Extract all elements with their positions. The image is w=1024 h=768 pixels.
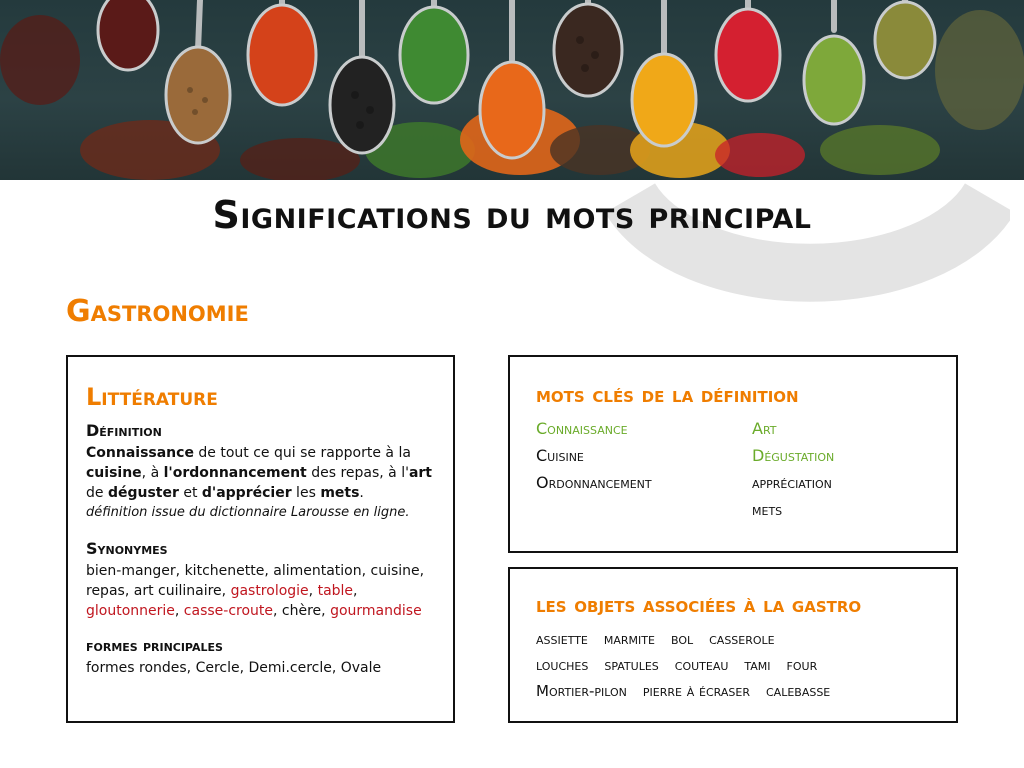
keyword-item: Ordonnancement bbox=[536, 473, 652, 492]
definition-source: définition issue du dictionnaire Larousse en ligne. bbox=[86, 505, 410, 520]
objects-title: les objets associées à la gastro bbox=[536, 593, 862, 618]
synonym-item: chère bbox=[281, 603, 322, 619]
keywords-grid bbox=[536, 418, 930, 521]
definition-part: Connaissance bbox=[86, 445, 194, 461]
definition-text bbox=[86, 443, 435, 503]
synonym-item: alimentation bbox=[273, 563, 362, 579]
synonym-item: art cuilinaire bbox=[133, 583, 222, 599]
object-item: marmite bbox=[603, 630, 655, 648]
definition-heading: Définition bbox=[86, 421, 162, 440]
synonym-item: gastrologie bbox=[230, 583, 309, 599]
definition-part: . bbox=[359, 485, 364, 501]
objects-box bbox=[508, 567, 958, 723]
synonym-item: kitchenette bbox=[184, 563, 265, 579]
definition-part: les bbox=[291, 485, 321, 501]
object-item: louches bbox=[536, 656, 589, 674]
keyword-item: Connaissance bbox=[536, 419, 628, 438]
literature-box bbox=[66, 355, 455, 723]
definition-part: et bbox=[178, 485, 202, 501]
synonym-item: gloutonnerie bbox=[86, 603, 175, 619]
definition-part: mets bbox=[320, 485, 360, 501]
definition-part: , à bbox=[141, 465, 164, 481]
forms-text: formes rondes, Cercle, Demi.cercle, Ovale bbox=[86, 660, 382, 676]
definition-part: cuisine bbox=[86, 465, 142, 481]
objects-row bbox=[536, 654, 930, 676]
keyword-item: mets bbox=[752, 500, 783, 519]
objects-list bbox=[536, 628, 930, 702]
keyword-item bbox=[536, 499, 752, 521]
object-item: assiette bbox=[536, 630, 588, 648]
section-title: Gastronomie bbox=[66, 294, 249, 329]
keyword-item: Dégustation bbox=[752, 446, 835, 465]
definition-part: d'apprécier bbox=[201, 485, 292, 501]
definition-block bbox=[86, 421, 435, 523]
synonyms-list: bien-manger, kitchenette, alimentation, cuisine, repas, art cuilinaire, gastrologie, table, gloutonnerie, casse-croute, chère, gourmandise bbox=[86, 563, 425, 619]
object-item: four bbox=[786, 656, 818, 674]
definition-part: déguster bbox=[107, 485, 179, 501]
synonyms-block bbox=[86, 539, 435, 621]
keyword-item: Cuisine bbox=[536, 446, 584, 465]
object-item: spatules bbox=[604, 656, 659, 674]
synonyms-heading: Synonymes bbox=[86, 539, 168, 558]
literature-title: Littérature bbox=[86, 383, 218, 411]
object-item: calebasse bbox=[765, 682, 831, 700]
definition-part: des repas, à l' bbox=[306, 465, 409, 481]
objects-row bbox=[536, 628, 930, 650]
object-item: tami bbox=[744, 656, 771, 674]
object-item: couteau bbox=[674, 656, 729, 674]
keyword-item: Art bbox=[752, 419, 777, 438]
synonym-item: gourmandise bbox=[330, 603, 422, 619]
objects-row bbox=[536, 680, 930, 702]
object-item: bol bbox=[670, 630, 694, 648]
keyword-item: appréciation bbox=[752, 473, 832, 492]
synonym-item: repas bbox=[86, 583, 125, 599]
definition-part: l'ordonnancement bbox=[163, 465, 307, 481]
keywords-box bbox=[508, 355, 958, 553]
synonym-item: table bbox=[317, 583, 354, 599]
forms-block bbox=[86, 637, 435, 678]
object-item: pierre à écraser bbox=[642, 682, 750, 700]
synonym-item: cuisine bbox=[370, 563, 420, 579]
forms-heading: formes principales bbox=[86, 637, 223, 655]
definition-part: de bbox=[86, 485, 108, 501]
keywords-title: mots clés de la définition bbox=[536, 383, 799, 408]
synonym-item: casse-croute bbox=[183, 603, 274, 619]
object-item: casserole bbox=[709, 630, 775, 648]
object-item: Mortier-pilon bbox=[536, 682, 627, 700]
decorative-arc bbox=[590, 8, 1010, 313]
definition-part: de tout ce qui se rapporte à la bbox=[193, 445, 411, 461]
page-title: Significations du mots principal bbox=[212, 193, 812, 237]
definition-part: art bbox=[408, 465, 432, 481]
synonym-item: bien-manger bbox=[86, 563, 176, 579]
